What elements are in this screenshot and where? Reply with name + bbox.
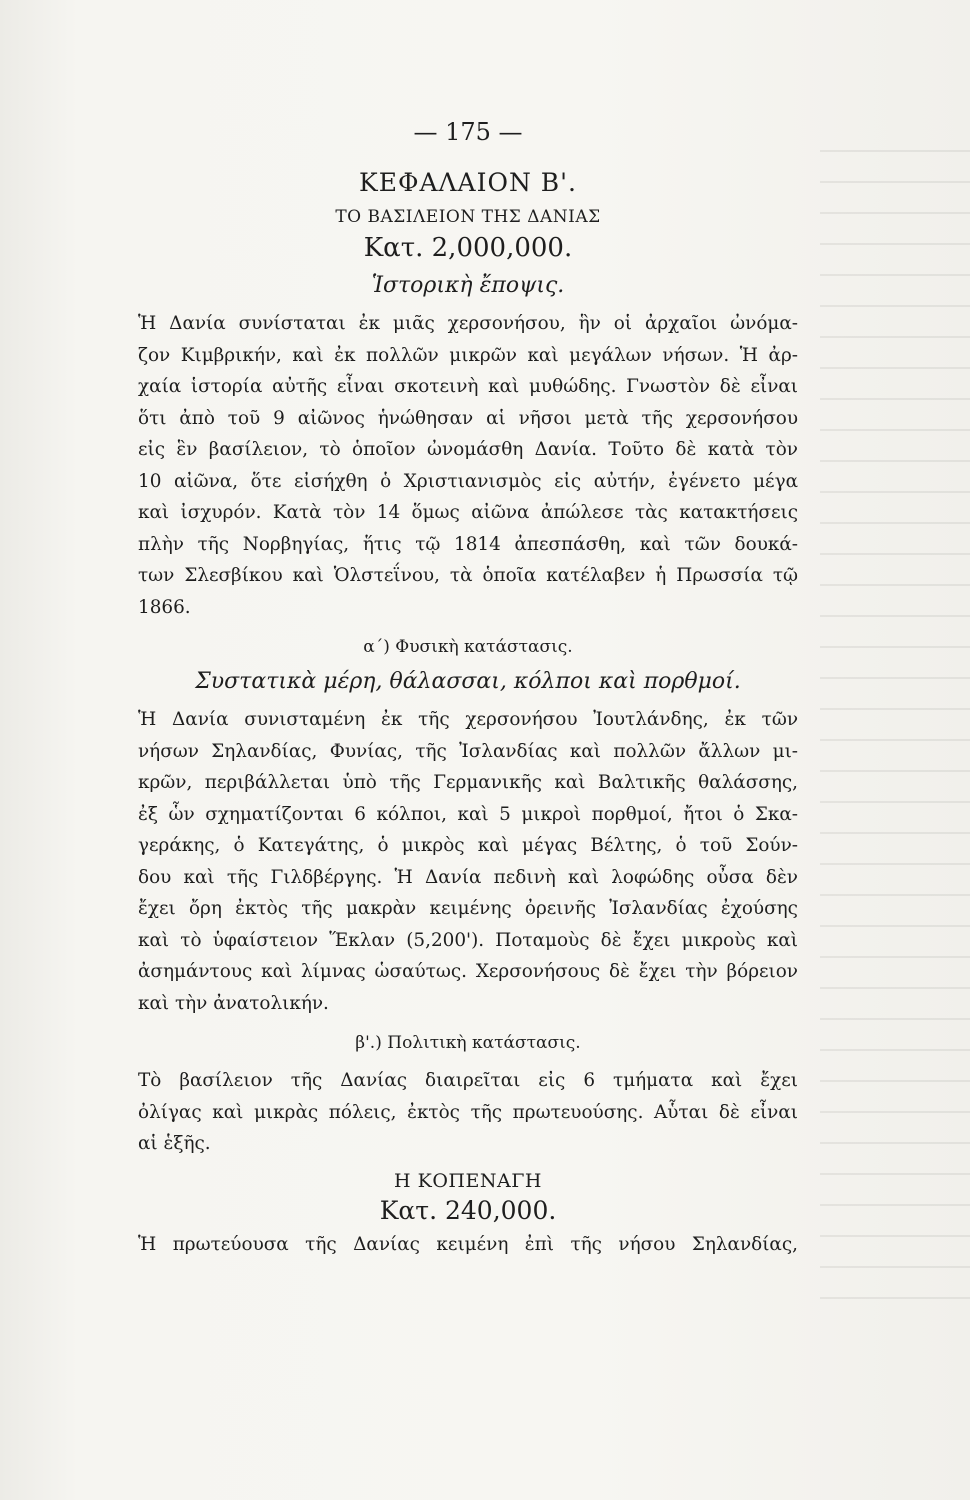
chapter-title: ΚΕΦΑΛΑΙΟΝ Β'. [359, 168, 577, 197]
kingdom-population: Κατ. 2,000,000. [363, 233, 573, 263]
text-line: καὶ τὴν ἀνατολικήν. [138, 992, 329, 1014]
physical-paragraph [138, 704, 798, 1019]
political-paragraph [138, 1065, 798, 1160]
text-line: Τὸ βασίλειον τῆς Δανίας διαιρεῖται εἰς 6 τμήματα καὶ ἔχει [138, 1070, 798, 1091]
text-line: ὅτι ἀπὸ τοῦ 9 αἰῶνος ἡνώθησαν αἱ νῆσοι μετὰ τῆς χερσονήσου [138, 407, 798, 429]
kingdom-title: ΤΟ ΒΑΣΙΛΕΙΟΝ ΤΗΣ ΔΑΝΙΑΣ [335, 207, 601, 227]
page-text-block [138, 118, 798, 1260]
text-line: καὶ τὸ ὑφαίστειον Ἕκλαν (5,200'). Ποταμοὺς δὲ ἔχει μικροὺς καὶ [138, 929, 798, 951]
text-line: εἰς ἓν βασίλειον, τὸ ὁποῖον ὠνομάσθη Δανία. Τοῦτο δὲ κατὰ τὸν [138, 439, 798, 460]
facing-page-bleed-through [820, 150, 970, 1320]
text-line: Ἡ πρωτεύουσα τῆς Δανίας κειμένη ἐπὶ τῆς νήσου Σηλανδίας, [138, 1233, 798, 1255]
text-line: ἀσημάντους καὶ λίμνας ὡσαύτως. Χερσονήσους δὲ ἔχει τὴν βόρειον [138, 961, 798, 982]
history-paragraph [138, 308, 798, 623]
physical-heading: α΄) Φυσικὴ κατάστασις. [363, 637, 573, 657]
political-heading: β'.) Πολιτικὴ κατάστασις. [355, 1033, 581, 1053]
text-line: 1866. [138, 596, 191, 618]
physical-subheading: Συστατικὰ μέρη, θάλασσαι, κόλποι καὶ πορθμοί. [195, 669, 741, 694]
text-line: κρῶν, περιβάλλεται ὑπὸ τῆς Γερμανικῆς καὶ Βαλτικῆς θαλάσσης, [138, 772, 798, 793]
text-line: χαία ἱστορία αὐτῆς εἶναι σκοτεινὴ καὶ μυθώδης. Γνωστὸν δὲ εἶναι [138, 376, 798, 397]
text-line: Ἡ Δανία συνισταμένη ἐκ τῆς χερσονήσου Ἰουτλάνδης, ἐκ τῶν [138, 709, 798, 730]
text-line: ἐξ ὧν σχηματίζονται 6 κόλποι, καὶ 5 μικροὶ πορθμοί, ἤτοι ὁ Σκα- [138, 803, 798, 825]
text-line: πλὴν τῆς Νορβηγίας, ἥτις τῷ 1814 ἀπεσπάσθη, καὶ τῶν δουκά- [138, 533, 798, 555]
text-line: ζον Κιμβρικήν, καὶ ἐκ πολλῶν μικρῶν καὶ μεγάλων νήσων. Ἡ ἀρ- [138, 344, 798, 366]
page-number: — 175 — [413, 118, 523, 146]
text-line: των Σλεσβίκου καὶ Ὁλστεΐνου, τὰ ὁποῖα κατέλαβεν ἡ Πρωσσία τῷ [138, 565, 798, 586]
text-line: αἱ ἑξῆς. [138, 1133, 211, 1154]
text-line: νήσων Σηλανδίας, Φυνίας, τῆς Ἰσλανδίας καὶ πολλῶν ἄλλων μι- [138, 740, 798, 762]
text-line: γεράκης, ὁ Κατεγάτης, ὁ μικρὸς καὶ μέγας Βέλτης, ὁ τοῦ Σούν- [138, 835, 798, 856]
text-line: ὀλίγας καὶ μικρὰς πόλεις, ἐκτὸς τῆς πρωτευούσης. Αὗται δὲ εἶναι [138, 1101, 798, 1123]
history-heading: Ἱστορικὴ ἔποψις. [371, 273, 565, 298]
text-line: Ἡ Δανία συνίσταται ἐκ μιᾶς χερσονήσου, ἣν οἱ ἀρχαῖοι ὠνόμα- [138, 313, 798, 334]
text-line: ἔχει ὄρη ἐκτὸς τῆς μακρὰν κειμένης ὀρεινῆς Ἰσλανδίας ἐχούσης [138, 898, 798, 919]
text-line: 10 αἰῶνα, ὅτε εἰσήχθη ὁ Χριστιανισμὸς εἰς αὐτήν, ἐγένετο μέγα [138, 470, 798, 492]
text-line: δου καὶ τῆς Γιλδβέργης. Ἡ Δανία πεδινὴ καὶ λοφώδης οὖσα δὲν [138, 866, 798, 888]
capital-title: Η ΚΟΠΕΝΑΓΗ [394, 1169, 542, 1192]
text-line: καὶ ἰσχυρόν. Κατὰ τὸν 14 ὅμως αἰῶνα ἀπώλεσε τὰς κατακτήσεις [138, 502, 798, 523]
capital-paragraph [138, 1229, 798, 1261]
capital-population: Κατ. 240,000. [379, 1195, 557, 1225]
